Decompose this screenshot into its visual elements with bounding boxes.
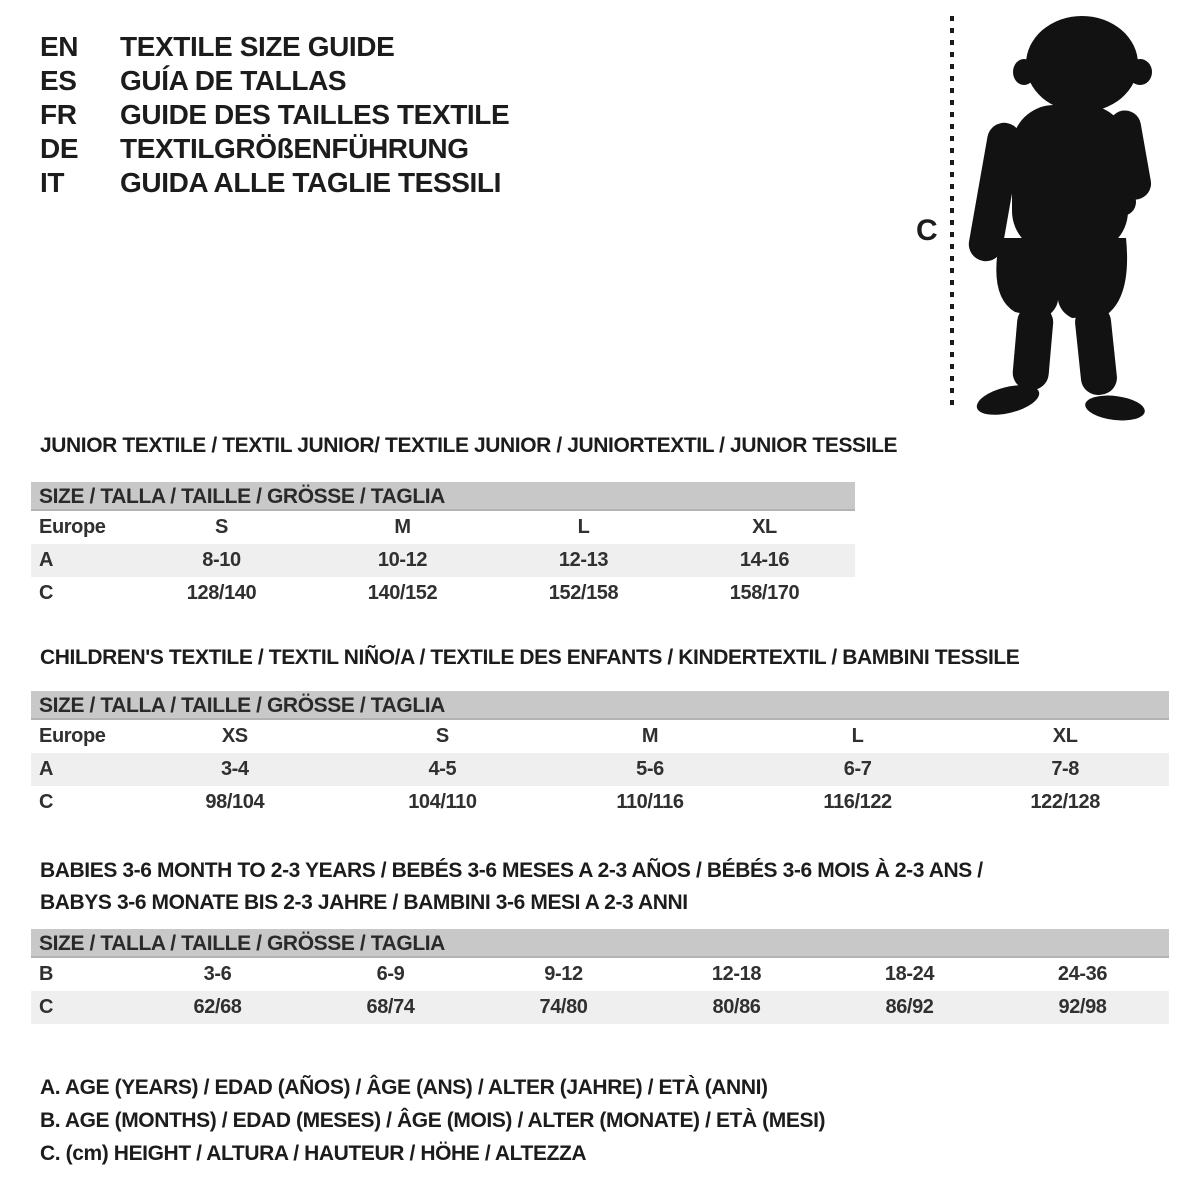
height-cell: 98/104 — [205, 791, 265, 813]
language-row — [40, 132, 509, 166]
height-cell: 128/140 — [186, 582, 257, 604]
size-cell: XL — [1052, 725, 1078, 747]
table-row-europe — [31, 511, 855, 544]
height-cell: 122/128 — [1030, 791, 1100, 813]
language-code: EN — [40, 31, 79, 62]
age-cell: 8-10 — [202, 549, 241, 571]
language-title: TEXTILGRÖßENFÜHRUNG — [120, 133, 469, 164]
months-cell: 12-18 — [711, 963, 762, 985]
age-cell: 12-13 — [558, 549, 609, 571]
language-row — [40, 64, 509, 98]
height-cell: 158/170 — [729, 582, 800, 604]
size-cell: S — [215, 516, 228, 538]
age-cell: 7-8 — [1051, 758, 1080, 780]
age-cell: 3-4 — [220, 758, 249, 780]
months-cell: 3-6 — [203, 963, 232, 985]
row-label: C — [39, 791, 54, 813]
babies-title-line1: BABIES 3-6 MONTH TO 2-3 YEARS / BEBÉS 3-6 MESES A 2-3 AÑOS / BÉBÉS 3-6 MOIS À 2-3 ANS / — [40, 859, 983, 882]
height-cell: 92/98 — [1058, 996, 1107, 1018]
size-cell: M — [394, 516, 411, 538]
baby-silhouette-icon — [900, 10, 1180, 425]
language-code: DE — [40, 133, 79, 164]
size-header-bar: SIZE / TALLA / TAILLE / GRÖSSE / TAGLIA — [31, 691, 1169, 720]
size-header-bar: SIZE / TALLA / TAILLE / GRÖSSE / TAGLIA — [31, 929, 1169, 958]
row-label: A — [39, 758, 54, 780]
months-cell: 9-12 — [544, 963, 583, 985]
language-row — [40, 98, 509, 132]
size-cell: S — [435, 725, 449, 747]
table-row-height — [31, 991, 1169, 1024]
size-cell: L — [577, 516, 590, 538]
age-cell: 5-6 — [636, 758, 664, 780]
height-cell: 74/80 — [539, 996, 588, 1018]
height-cell: 80/86 — [712, 996, 761, 1018]
height-cell: 116/122 — [823, 791, 892, 813]
row-label: Europe — [39, 725, 106, 747]
language-code: FR — [40, 99, 77, 130]
row-label: C — [39, 996, 54, 1018]
junior-size-table — [31, 482, 855, 610]
children-size-table — [31, 691, 1169, 819]
row-label: B — [39, 963, 54, 985]
size-cell: XS — [221, 725, 248, 747]
size-cell: XL — [752, 516, 777, 538]
table-row-age — [31, 544, 855, 577]
language-code: IT — [40, 167, 65, 198]
height-measure-label: C — [916, 214, 938, 247]
language-title: GUIDA ALLE TAGLIE TESSILI — [120, 167, 501, 198]
months-cell: 18-24 — [884, 963, 935, 985]
language-list — [40, 30, 509, 200]
table-row-age — [31, 753, 1169, 786]
age-cell: 14-16 — [739, 549, 790, 571]
children-section-title: CHILDREN'S TEXTILE / TEXTIL NIÑO/A / TEXTILE DES ENFANTS / KINDERTEXTIL / BAMBINI TESSILE — [40, 646, 1020, 669]
height-cell: 152/158 — [548, 582, 619, 604]
table-row-height — [31, 577, 855, 610]
babies-title-line2: BABYS 3-6 MONATE BIS 2-3 JAHRE / BAMBINI 3-6 MESI A 2-3 ANNI — [40, 891, 688, 914]
height-cell: 86/92 — [885, 996, 934, 1018]
language-title: TEXTILE SIZE GUIDE — [120, 31, 395, 62]
height-cell: 140/152 — [367, 582, 438, 604]
babies-size-table — [31, 929, 1169, 1024]
table-row-months — [31, 958, 1169, 991]
legend-line-c: C. (cm) HEIGHT / ALTURA / HAUTEUR / HÖHE / ALTEZZA — [40, 1142, 587, 1165]
legend-line-b: B. AGE (MONTHS) / EDAD (MESES) / ÂGE (MOIS) / ALTER (MONATE) / ETÀ (MESI) — [40, 1109, 826, 1132]
junior-section-title: JUNIOR TEXTILE / TEXTIL JUNIOR/ TEXTILE JUNIOR / JUNIORTEXTIL / JUNIOR TESSILE — [40, 434, 898, 457]
legend — [40, 1071, 825, 1170]
row-label: Europe — [39, 516, 106, 538]
height-cell: 68/74 — [366, 996, 415, 1018]
size-cell: M — [641, 725, 659, 747]
age-cell: 4-5 — [428, 758, 457, 780]
size-cell: L — [851, 725, 864, 747]
months-cell: 24-36 — [1057, 963, 1108, 985]
legend-line-a: A. AGE (YEARS) / EDAD (AÑOS) / ÂGE (ANS) / ALTER (JAHRE) / ETÀ (ANNI) — [40, 1076, 768, 1099]
height-cell: 110/116 — [616, 791, 684, 813]
language-row — [40, 166, 509, 200]
language-row — [40, 30, 509, 64]
row-label: C — [39, 582, 54, 604]
language-title: GUIDE DES TAILLES TEXTILE — [120, 99, 510, 130]
age-cell: 10-12 — [377, 549, 428, 571]
age-cell: 6-7 — [843, 758, 872, 780]
height-cell: 62/68 — [193, 996, 242, 1018]
row-label: A — [39, 549, 54, 571]
table-row-europe — [31, 720, 1169, 753]
months-cell: 6-9 — [376, 963, 405, 985]
babies-section-title — [40, 855, 983, 919]
table-row-height — [31, 786, 1169, 819]
language-title: GUÍA DE TALLAS — [120, 65, 347, 96]
language-code: ES — [40, 65, 77, 96]
height-cell: 104/110 — [408, 791, 477, 813]
size-header-bar: SIZE / TALLA / TAILLE / GRÖSSE / TAGLIA — [31, 482, 855, 511]
